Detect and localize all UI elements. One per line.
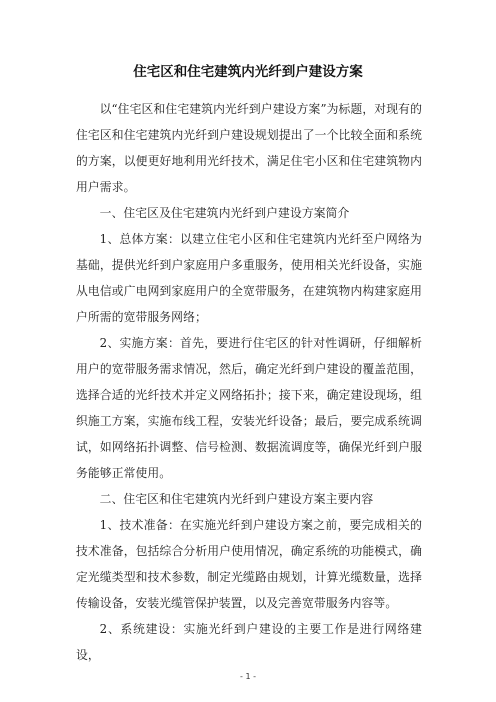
section-heading-1: 一、住宅区及住宅建筑内光纤到户建设方案简介 xyxy=(99,206,350,220)
paragraph-overall-plan: 1、总体方案：以建立住宅小区和住宅建筑内光纤至户网络为基础，提供光纤到户家庭用户多重服务，使用相关光纤设备，实施从电信或广电网到家庭用户的全宽带服务，在建筑物内构建家庭用户所需的宽带服务网络； xyxy=(76,232,422,324)
section-heading-2: 二、住宅区和住宅建筑内光纤到户建设方案主要内容 xyxy=(99,492,374,506)
document-title: 住宅区和住宅建筑内光纤到户建设方案 xyxy=(133,64,363,80)
paragraph-system-construction: 2、系统建设：实施光纤到户建设的主要工作是进行网络建设， xyxy=(76,622,422,662)
paragraph-intro: 以“住宅区和住宅建筑内光纤到户建设方案”为标题，对现有的住宅区和住宅建筑内光纤到户建设规划提出了一个比较全面和系统的方案，以便更好地利用光纤技术，满足住宅小区和住宅建筑物内用户需求。 xyxy=(76,102,422,194)
paragraph-implementation-plan: 2、实施方案：首先，要进行住宅区的针对性调研，仔细解析用户的宽带服务需求情况，然后，确定光纤到户建设的覆盖范围，选择合适的光纤技术并定义网络拓扑；接下来，确定建设现场，组织施工方案，实施布线工程，安装光纤设备；最后，要完成系统调试，如网络拓扑调整、信号检测、数据流调度等，确保光纤到户服务能够正常使用。 xyxy=(76,336,422,480)
page-number: - 1 - xyxy=(240,672,256,681)
document-body xyxy=(76,96,422,668)
paragraph-technical-preparation: 1、技术准备：在实施光纤到户建设方案之前，要完成相关的技术准备，包括综合分析用户使用情况，确定系统的功能模式，确定光缆类型和技术参数，制定光缆路由规划，计算光缆数量，选择传输设备，安装光缆管保护装置，以及完善宽带服务内容等。 xyxy=(76,518,422,610)
